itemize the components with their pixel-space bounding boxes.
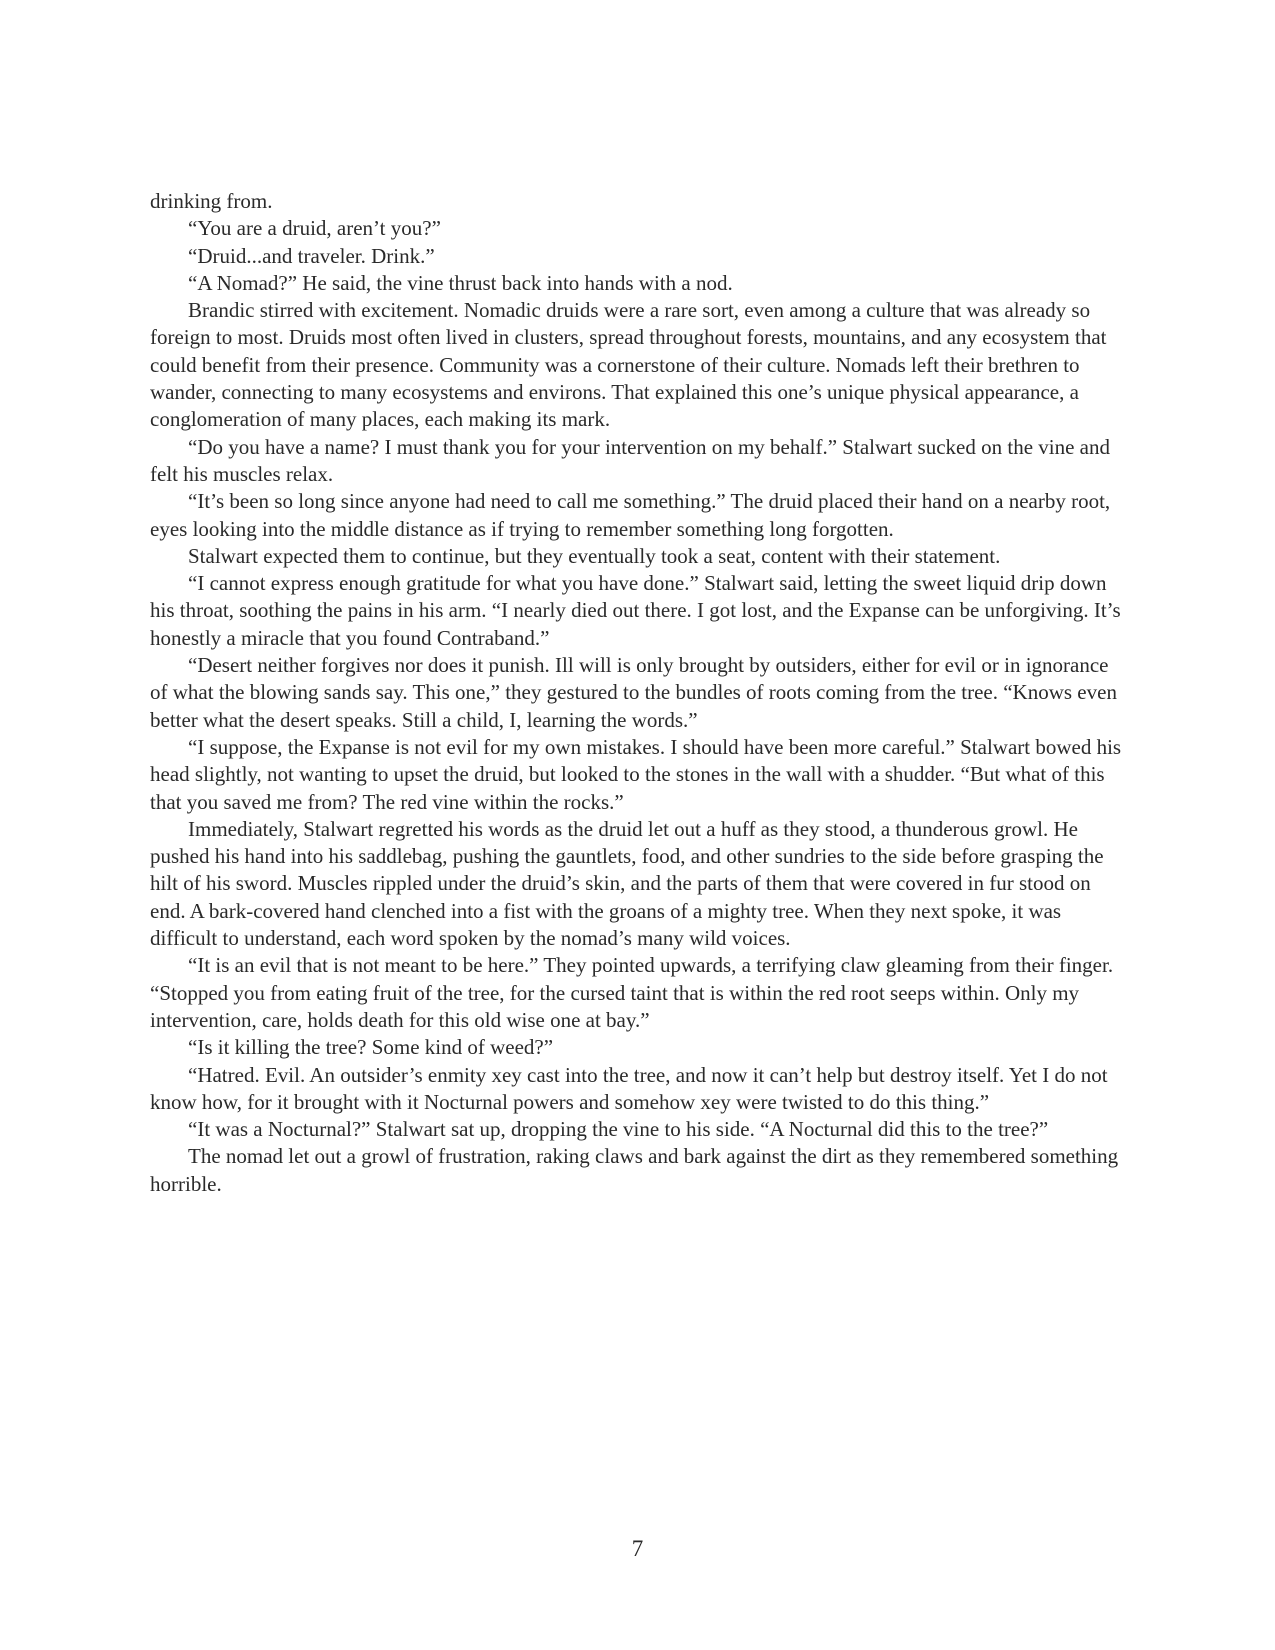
body-text bbox=[150, 188, 1130, 1198]
paragraph: “I suppose, the Expanse is not evil for my own mistakes. I should have been more careful.” Stalwart bowed his head slightly, not wanting to upset the druid, but looked to the stones in the wall with a shudder. “But what of this that you saved me from? The red vine within the rocks.” bbox=[150, 734, 1122, 814]
paragraph: “Hatred. Evil. An outsider’s enmity xey cast into the tree, and now it can’t help but destroy itself. Yet I do not know how, for it brought with it Nocturnal powers and somehow xey were twisted to do this thing.” bbox=[150, 1062, 1108, 1114]
paragraph: Brandic stirred with excitement. Nomadic druids were a rare sort, even among a culture that was already so foreign to most. Druids most often lived in clusters, spread throughout forests, mountains, and any ecosystem that could benefit from their presence. Community was a cornerstone of their culture. Nomads left their brethren to wander, connecting to many ecosystems and environs. That explained this one’s unique physical appearance, a conglomeration of many places, each making its mark. bbox=[150, 298, 1107, 432]
paragraph: Immediately, Stalwart regretted his words as the druid let out a huff as they stood, a thunderous growl. He pushed his hand into his saddlebag, pushing the gauntlets, food, and other sundries to the side before grasping the hilt of his sword. Muscles rippled under the druid’s skin, and the parts of them that were covered in fur stood on end. A bark-covered hand clenched into a fist with the groans of a mighty tree. When they next spoke, it was difficult to understand, each word spoken by the nomad’s many wild voices. bbox=[150, 816, 1104, 951]
paragraph: “I cannot express enough gratitude for what you have done.” Stalwart said, letting the sweet liquid drip down his throat, soothing the pains in his arm. “I nearly died out there. I got lost, and the Expanse can be unforgiving. It’s honestly a miracle that you found Contraband.” bbox=[150, 571, 1121, 650]
paragraph: “A Nomad?” He said, the vine thrust back into hands with a nod. bbox=[188, 270, 733, 295]
paragraph: “It is an evil that is not meant to be here.” They pointed upwards, a terrifying claw gleaming from their finger. “Stopped you from eating fruit of the tree, for the cursed taint that is within the red root seeps within. Only my intervention, care, holds death for this old wise one at bay.” bbox=[150, 953, 1114, 1032]
paragraph: drinking from. bbox=[150, 189, 273, 213]
paragraph: “It was a Nocturnal?” Stalwart sat up, dropping the vine to his side. “A Nocturnal did this to the tree?” bbox=[188, 1117, 1049, 1142]
paragraph: The nomad let out a growl of frustration, raking claws and bark against the dirt as they remembered something horrible. bbox=[150, 1144, 1119, 1196]
paragraph: “Do you have a name? I must thank you for your intervention on my behalf.” Stalwart sucked on the vine and felt his muscles relax. bbox=[150, 434, 1110, 486]
paragraph: “Desert neither forgives nor does it punish. Ill will is only brought by outsiders, either for evil or in ignorance of what the blowing sands say. This one,” they gestured to the bundles of roots coming from the tree. “Knows even better what the desert speaks. Still a child, I, learning the words.” bbox=[150, 653, 1117, 732]
paragraph: “You are a druid, aren’t you?” bbox=[188, 216, 441, 241]
paragraph: “It’s been so long since anyone had need to call me something.” The druid placed their hand on a nearby root, eyes looking into the middle distance as if trying to remember something long forgotten. bbox=[150, 489, 1111, 541]
paragraph: Stalwart expected them to continue, but they eventually took a seat, content with their statement. bbox=[188, 543, 1001, 568]
page-number: 7 bbox=[631, 1536, 644, 1561]
paragraph: “Is it killing the tree? Some kind of weed?” bbox=[188, 1035, 554, 1060]
paragraph: “Druid...and traveler. Drink.” bbox=[188, 243, 435, 268]
